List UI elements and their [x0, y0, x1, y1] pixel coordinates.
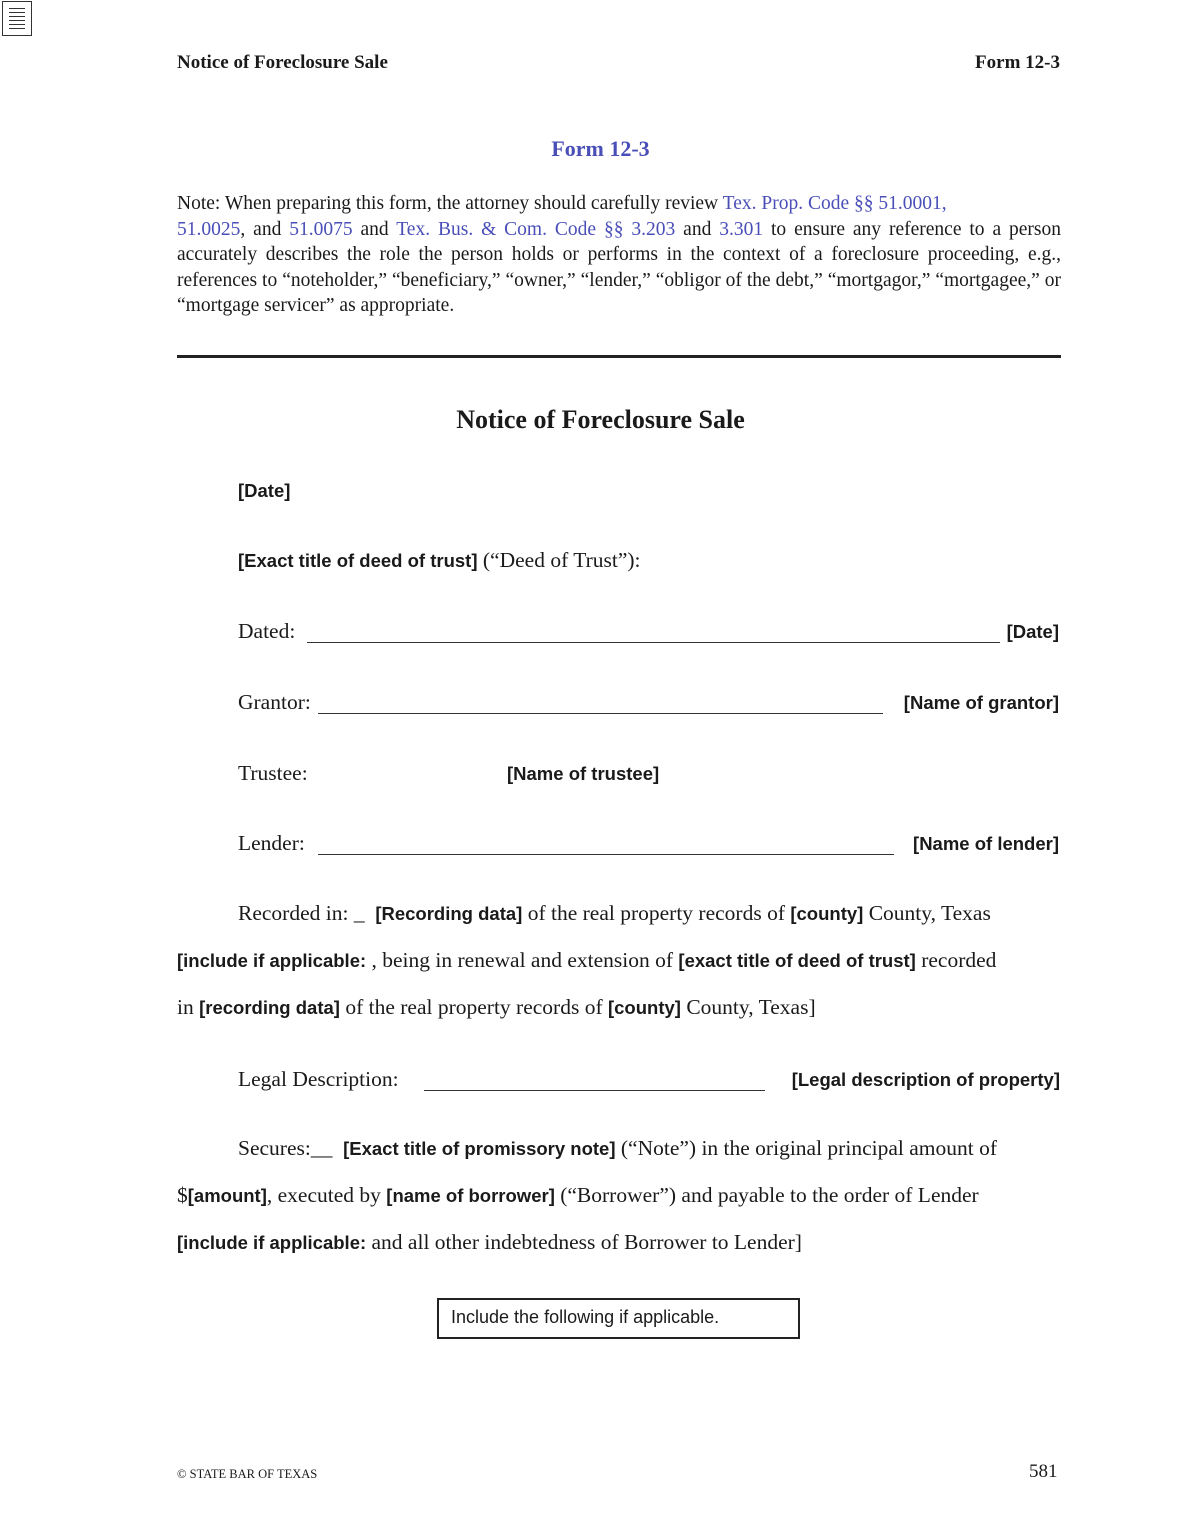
grantor-value: [Name of grantor] [903, 692, 1059, 713]
trustee-value: [Name of trustee] [507, 763, 660, 784]
dated-underline [307, 642, 1000, 643]
secures-paragraph: Secures:__ [Exact title of promissory note] (“Note”) in the original principal amount of $[amount], executed by [name of borrower] (“Borrower”) and payable to the order of Lender [include if applicable: and all other indebtedness of Borrower to Lender] [177, 1136, 997, 1254]
section-divider [177, 355, 1061, 358]
page-number: 581 [1029, 1461, 1058, 1482]
link-prop-code[interactable]: Tex. Prop. Code §§ 51.0001, [722, 193, 947, 214]
link-51-0075[interactable]: 51.0075 [289, 218, 353, 240]
lender-underline [318, 854, 894, 855]
dated-value: [Date] [1006, 621, 1059, 642]
conditional-callout-box: Include the following if applicable. [437, 1298, 800, 1339]
lender-label: Lender: [238, 831, 305, 855]
recorded-in-paragraph: Recorded in: _ [Recording data] of the real property records of [county] County, Texas [include if applicable: , being in renewal and extension of [exact title of deed of trust] recorded in [recording data] of the real property records of [county] County, Texas] [177, 901, 997, 1019]
legal-description-value: [Legal description of property] [791, 1069, 1060, 1090]
document-title: Notice of Foreclosure Sale [456, 405, 745, 434]
deed-of-trust-line: [Exact title of deed of trust] (“Deed of Trust”): [238, 548, 641, 572]
dated-label: Dated: [238, 619, 296, 643]
lender-value: [Name of lender] [913, 833, 1059, 854]
grantor-underline [318, 713, 883, 714]
grantor-label: Grantor: [238, 690, 311, 714]
form-number-title: Form 12-3 [551, 136, 650, 161]
link-bus-com-code[interactable]: Tex. Bus. & Com. Code §§ 3.203 [396, 218, 676, 240]
menu-icon[interactable] [2, 1, 32, 36]
date-placeholder: [Date] [238, 480, 291, 501]
link-51-0025[interactable]: 51.0025 [177, 218, 241, 240]
link-3-301[interactable]: 3.301 [719, 218, 764, 240]
legal-description-underline [424, 1090, 765, 1091]
legal-description-label: Legal Description: [238, 1067, 399, 1091]
running-header-title: Notice of Foreclosure Sale [177, 52, 388, 73]
running-header-form: Form 12-3 [975, 52, 1060, 73]
copyright-footer: © STATE BAR OF TEXAS [177, 1467, 318, 1481]
attorney-note: Note: When preparing this form, the attorney should carefully review Tex. Prop. Code §§ 51.0001, 51.0025, and 51.0075 and Tex. Bus. & Com. Code §§ 3.203 and 3.301 to ensure any reference to a person accurately describes the role the person holds or performs in the context of a foreclosure proceeding, e.g., references to “noteholder,” “beneficiary,” “owner,” “lender,” “obligor of the debt,” “mortgagor,” “mortgagee,” or “mortgage servicer” as appropriate. [177, 193, 1062, 316]
trustee-label: Trustee: [238, 761, 308, 785]
